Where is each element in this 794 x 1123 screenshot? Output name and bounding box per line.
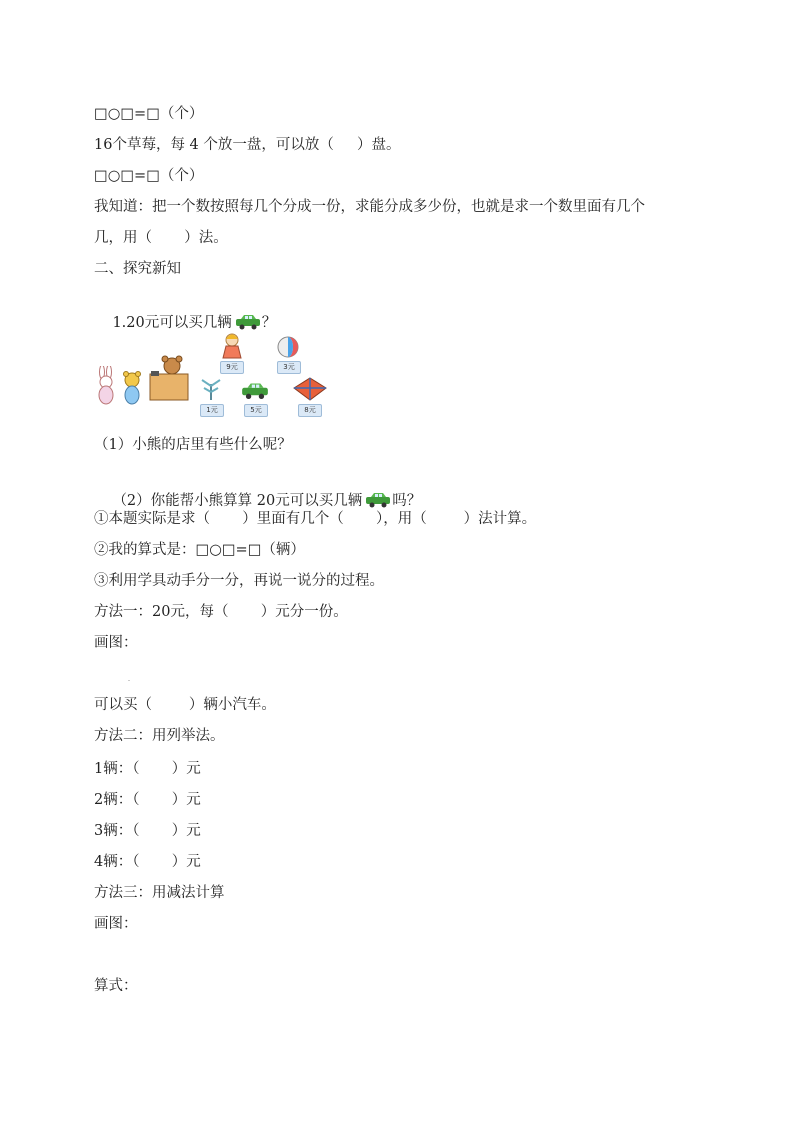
toy-car-icon <box>234 314 262 330</box>
equation-blank-2: □○□=□（个） <box>94 168 204 184</box>
sub-question-2-end: 吗？ <box>392 493 422 509</box>
car-price-tag: 5元 <box>244 404 268 417</box>
plane-price-tag: 1元 <box>200 404 224 417</box>
step-3: ③利用学具动手分一分，再说一说分的过程。 <box>94 573 384 589</box>
step-1: ①本题实际是求（ ）里面有几个（ ），用（ ）法计算。 <box>94 511 537 527</box>
method-3: 方法三：用减法计算 <box>94 885 225 901</box>
formula-label: 算式： <box>94 978 138 994</box>
step-2: ②我的算式是：□○□=□（辆） <box>94 542 305 558</box>
method-1: 方法一：20元，每（ ）元分一份。 <box>94 604 348 620</box>
knowledge-line-1: 我知道：把一个数按照每几个分成一份，求能分成多少份，也就是求一个数里面有几个 <box>94 199 645 215</box>
section-heading: 二、探究新知 <box>94 261 181 277</box>
kite-price-tag: 8元 <box>298 404 322 417</box>
list-row-2: 2辆：（ ）元 <box>94 792 201 808</box>
drawing-label-2: 画图： <box>94 916 138 932</box>
question-1-mark: ？ <box>261 315 277 331</box>
drawing-label-1: 画图： <box>94 635 138 651</box>
equation-blank-1: □○□=□（个） <box>94 106 204 122</box>
toy-car-icon-2 <box>364 492 392 508</box>
list-row-3: 3辆：（ ）元 <box>94 823 201 839</box>
list-row-4: 4辆：（ ）元 <box>94 854 201 870</box>
speck <box>128 680 130 681</box>
sub-question-1: （1）小熊的店里有些什么呢？ <box>94 437 292 453</box>
toy-shop-illustration <box>94 330 334 422</box>
ball-icon <box>277 336 299 358</box>
shop-counter-bear-icon <box>148 354 190 402</box>
question-1-text: 1.20元可以买几辆 <box>112 315 232 331</box>
method-2: 方法二：用列举法。 <box>94 728 225 744</box>
knowledge-line-2: 几，用（ ）法。 <box>94 230 228 246</box>
doll-icon <box>221 332 243 360</box>
list-row-1: 1辆：（ ）元 <box>94 761 201 777</box>
car-toy-icon <box>240 382 270 400</box>
plane-icon <box>200 378 222 402</box>
kite-icon <box>292 376 328 402</box>
bear-cub-icon <box>120 370 144 406</box>
can-buy-line: 可以买（ ）辆小汽车。 <box>94 697 276 713</box>
rabbit-icon <box>94 366 118 406</box>
sub-question-2-text: （2）你能帮小熊算算 20元可以买几辆 <box>112 493 363 509</box>
strawberry-question: 16个草莓，每 4 个放一盘，可以放（ ）盘。 <box>94 137 401 153</box>
ball-price-tag: 3元 <box>277 361 301 374</box>
doll-price-tag: 9元 <box>220 361 244 374</box>
